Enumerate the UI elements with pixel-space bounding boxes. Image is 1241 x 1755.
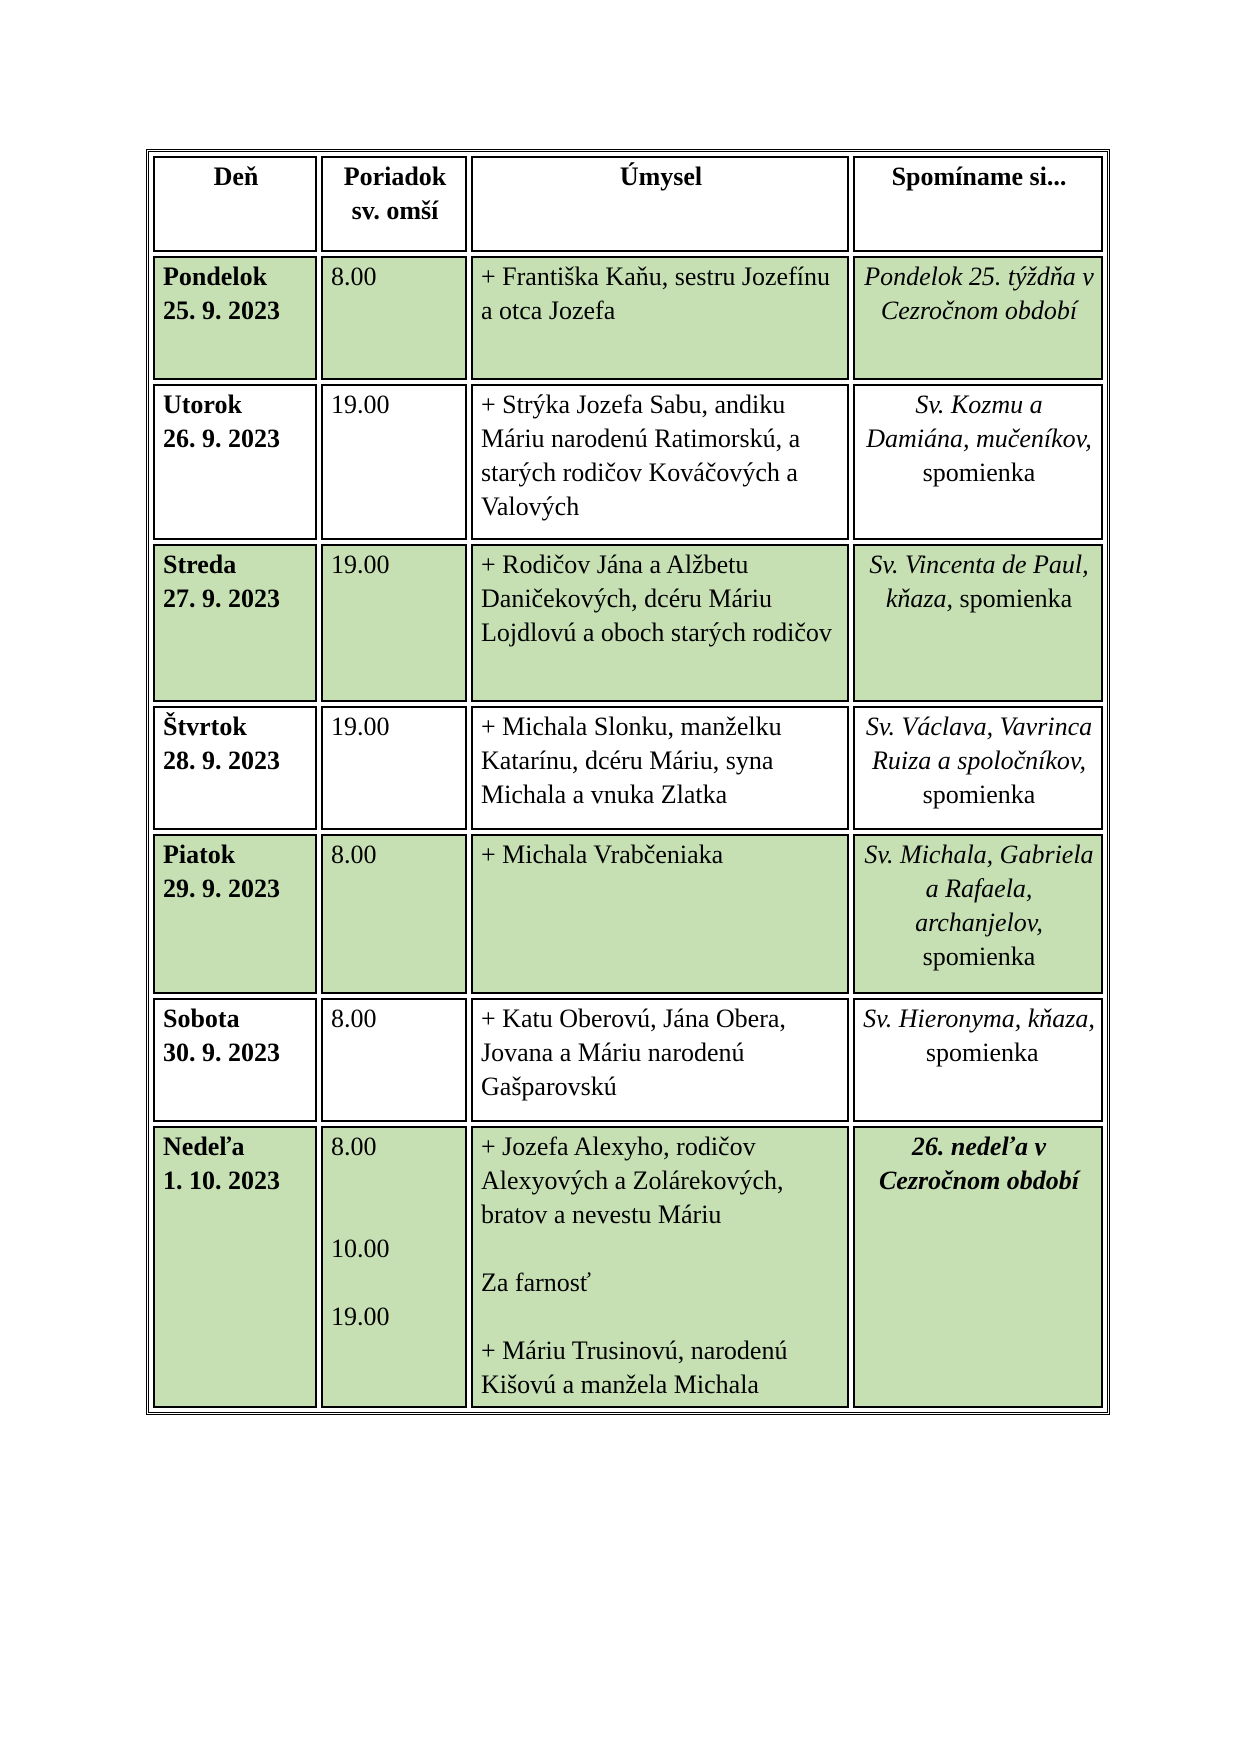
time-cell (321, 256, 467, 380)
memorial-cell (853, 384, 1103, 540)
memorial-italic: Sv. Kozmu a Damiána, mučeníkov, (866, 390, 1092, 453)
table-row (153, 256, 1103, 380)
day-name: Štvrtok (163, 712, 247, 741)
memorial-plain: spomienka (919, 1038, 1039, 1067)
mass-time: 10.00 (331, 1234, 390, 1263)
mass-time: 19.00 (331, 1302, 390, 1331)
memorial-cell (853, 706, 1103, 830)
header-memorial: Spomíname si... (853, 156, 1103, 252)
memorial-italic: Sv. Hieronyma, kňaza, (863, 1004, 1095, 1033)
intention-cell (471, 544, 849, 702)
time-cell (321, 834, 467, 994)
day-cell (153, 1126, 317, 1408)
memorial-bold-italic: 26. nedeľa v Cezročnom období (878, 1132, 1080, 1195)
memorial-plain: spomienka (922, 942, 1036, 971)
intention-cell (471, 998, 849, 1122)
day-name: Sobota (163, 1004, 240, 1033)
time-cell (321, 998, 467, 1122)
day-cell (153, 544, 317, 702)
day-date: 1. 10. 2023 (163, 1166, 280, 1195)
day-date: 30. 9. 2023 (163, 1038, 280, 1067)
spacer (331, 1266, 459, 1300)
memorial-cell (853, 1126, 1103, 1408)
memorial-italic: Sv. Vincenta de Paul, kňaza, (869, 550, 1089, 613)
mass-time: 19.00 (331, 550, 390, 579)
header-mass-order (321, 156, 467, 252)
header-intention: Úmysel (471, 156, 849, 252)
day-date: 26. 9. 2023 (163, 424, 280, 453)
day-date: 28. 9. 2023 (163, 746, 280, 775)
intention-cell (471, 834, 849, 994)
intention-text: + Rodičov Jána a Alžbetu Daničekových, dcéru Máriu Lojdlovú a oboch starých rodičov (481, 550, 832, 647)
day-cell (153, 706, 317, 830)
mass-time: 8.00 (331, 1132, 377, 1161)
schedule-sheet (146, 149, 1095, 1415)
day-cell (153, 384, 317, 540)
table-row (153, 834, 1103, 994)
mass-time: 19.00 (331, 712, 390, 741)
time-cell (321, 1126, 467, 1408)
table-row (153, 706, 1103, 830)
intention-cell (471, 1126, 849, 1408)
day-cell (153, 256, 317, 380)
memorial-italic: Pondelok 25. týždňa v Cezročnom období (864, 262, 1094, 325)
time-cell (321, 706, 467, 830)
table-row (153, 544, 1103, 702)
table-row (153, 998, 1103, 1122)
memorial-italic: Sv. Michala, Gabriela a Rafaela, archanjelov, (864, 840, 1094, 937)
day-cell (153, 834, 317, 994)
time-cell (321, 384, 467, 540)
day-name: Piatok (163, 840, 236, 869)
mass-time: 8.00 (331, 262, 377, 291)
day-date: 25. 9. 2023 (163, 296, 280, 325)
header-day: Deň (153, 156, 317, 252)
table-row (153, 1126, 1103, 1408)
memorial-plain: spomienka (922, 458, 1036, 487)
day-name: Streda (163, 550, 237, 579)
day-cell (153, 998, 317, 1122)
day-name: Pondelok (163, 262, 268, 291)
mass-schedule-table (146, 149, 1110, 1415)
intention-text: + Jozefa Alexyho, rodičov Alexyových a Zolárekových, bratov a nevestu Máriu (481, 1132, 784, 1229)
mass-time: 8.00 (331, 840, 377, 869)
header-mass-order-text: Poriadok sv. omší (343, 162, 447, 225)
day-name: Nedeľa (163, 1132, 245, 1161)
memorial-italic: Sv. Václava, Vavrinca Ruiza a spoločníkov, (865, 712, 1093, 775)
intention-text: + Michala Slonku, manželku Katarínu, dcéru Máriu, syna Michala a vnuka Zlatka (481, 712, 782, 809)
time-cell (321, 544, 467, 702)
spacer (331, 1164, 459, 1198)
day-date: 29. 9. 2023 (163, 874, 280, 903)
memorial-cell (853, 256, 1103, 380)
intention-cell (471, 706, 849, 830)
intention-cell (471, 384, 849, 540)
memorial-cell (853, 544, 1103, 702)
intention-text: + Katu Oberovú, Jána Obera, Jovana a Máriu narodenú Gašparovskú (481, 1004, 786, 1101)
mass-time: 19.00 (331, 390, 390, 419)
mass-time: 8.00 (331, 1004, 377, 1033)
spacer (481, 1232, 841, 1266)
memorial-plain: spomienka (922, 780, 1036, 809)
intention-text: Za farnosť (481, 1268, 592, 1297)
intention-text: + Strýka Jozefa Sabu, andiku Máriu narodenú Ratimorskú, a starých rodičov Kováčových a Valových (481, 390, 817, 521)
spacer (331, 1198, 459, 1232)
day-date: 27. 9. 2023 (163, 584, 280, 613)
memorial-cell (853, 834, 1103, 994)
table-row (153, 384, 1103, 540)
memorial-plain: spomienka (959, 584, 1073, 613)
intention-cell (471, 256, 849, 380)
spacer (481, 1300, 841, 1334)
table-header-row (153, 156, 1103, 252)
intention-text: + Michala Vrabčeniaka (481, 840, 724, 869)
intention-text: + Máriu Trusinovú, narodenú Kišovú a manžela Michala (481, 1336, 788, 1399)
memorial-cell (853, 998, 1103, 1122)
day-name: Utorok (163, 390, 242, 419)
intention-text: + Františka Kaňu, sestru Jozefínu a otca Jozefa (481, 262, 830, 325)
